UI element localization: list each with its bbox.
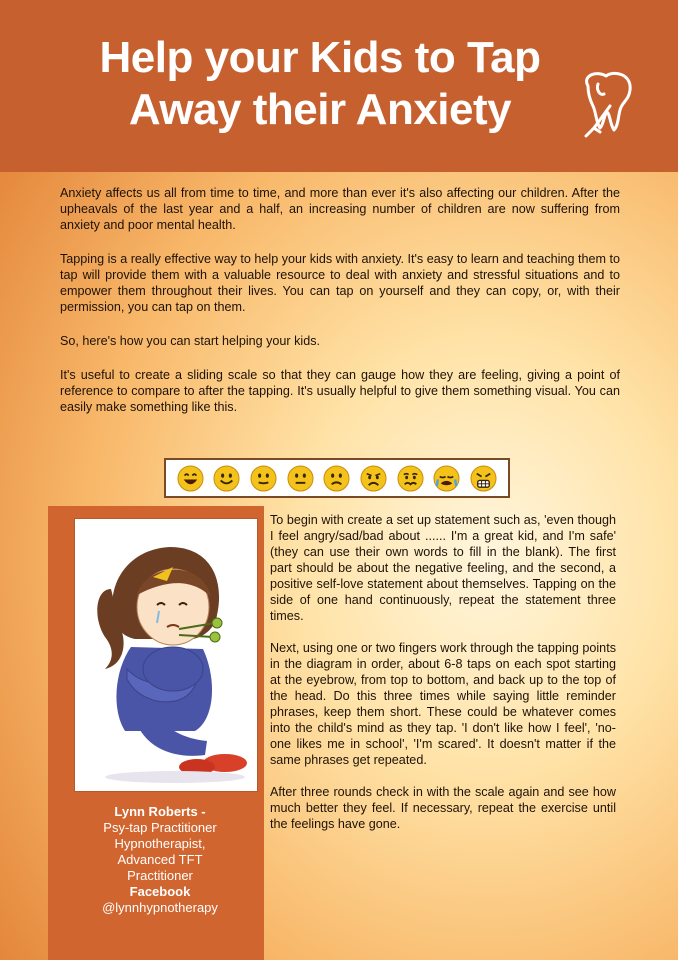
very-upset-face-icon (470, 465, 497, 492)
crying-face-icon (433, 465, 460, 492)
sad-face-icon (360, 465, 387, 492)
title-line-1: Help your Kids to Tap (99, 33, 541, 82)
intro-text (60, 185, 620, 433)
anxious-child-illustration (75, 519, 257, 791)
instructions-paragraph-3: After three rounds check in with the scale again and see how much better they feel. If necessary, repeat the exercise until the feelings have gone. (270, 785, 616, 831)
instructions-paragraph-2: Next, using one or two fingers work through the tapping points in the diagram in order, about 6-8 taps on each spot starting at the eyebrow, from top to bottom, and back up to the top of the head. Do this three times while saying little reminder phrases, keep them short. These could be whatever comes into the child's mind as they tap. 'I don't like how I feel', 'no-one likes me in school', 'I'm scared'. It doesn't matter if the same phrases get repeated. (270, 641, 616, 767)
author-caption (60, 804, 260, 916)
slightly-worried-face-icon (287, 465, 314, 492)
intro-paragraph-3: So, here's how you can start helping your kids. (60, 334, 321, 348)
frowning-face-icon (323, 465, 350, 492)
page-title (40, 32, 600, 136)
instructions-text (270, 512, 616, 848)
instructions-paragraph-1: To begin with create a set up statement such as, 'even though I feel angry/sad/bad about ...... I'm a great kid, and I'm safe' (they can use their own words to fill in the blank). The first part should be about the negative feeling, and the second, a positive self-love statement about themselves. Tapping on the side of one hand continuously, repeat the statement three times. (270, 513, 616, 623)
author-title-4: Practitioner (127, 868, 193, 883)
neutral-face-icon (250, 465, 277, 492)
tooth-logo-icon (574, 66, 644, 142)
author-title-1: Psy-tap Practitioner (103, 820, 217, 835)
laughing-face-icon (177, 465, 204, 492)
author-title-2: Hypnotherapist, (114, 836, 206, 851)
intro-paragraph-2: Tapping is a really effective way to help your kids with anxiety. It's easy to learn and teaching them to tap will provide them with a valuable resource to deal with anxiety and stressful situations and to empower them throughout their lives. You can tap on yourself and they can copy, or, with their permission, you can tap on them. (60, 252, 620, 314)
child-illustration (74, 518, 258, 792)
facebook-handle: @lynnhypnotherapy (102, 900, 218, 915)
title-line-2: Away their Anxiety (128, 85, 512, 134)
smiling-face-icon (213, 465, 240, 492)
intro-paragraph-4: It's useful to create a sliding scale so that they can gauge how they are feeling, giving a point of reference to compare to after the tapping. It's usually helpful to give them something visual. You can easily make something like this. (60, 368, 620, 414)
anguished-face-icon (397, 465, 424, 492)
header-banner (0, 0, 678, 172)
author-title-3: Advanced TFT (117, 852, 203, 867)
facebook-label: Facebook (129, 884, 191, 899)
author-name: Lynn Roberts - (114, 804, 206, 819)
feelings-scale (164, 458, 510, 498)
intro-paragraph-1: Anxiety affects us all from time to time, and more than ever it's also affecting our children. After the upheavals of the last year and a half, an increasing number of children are now suffering from anxiety and poor mental health. (60, 186, 620, 232)
